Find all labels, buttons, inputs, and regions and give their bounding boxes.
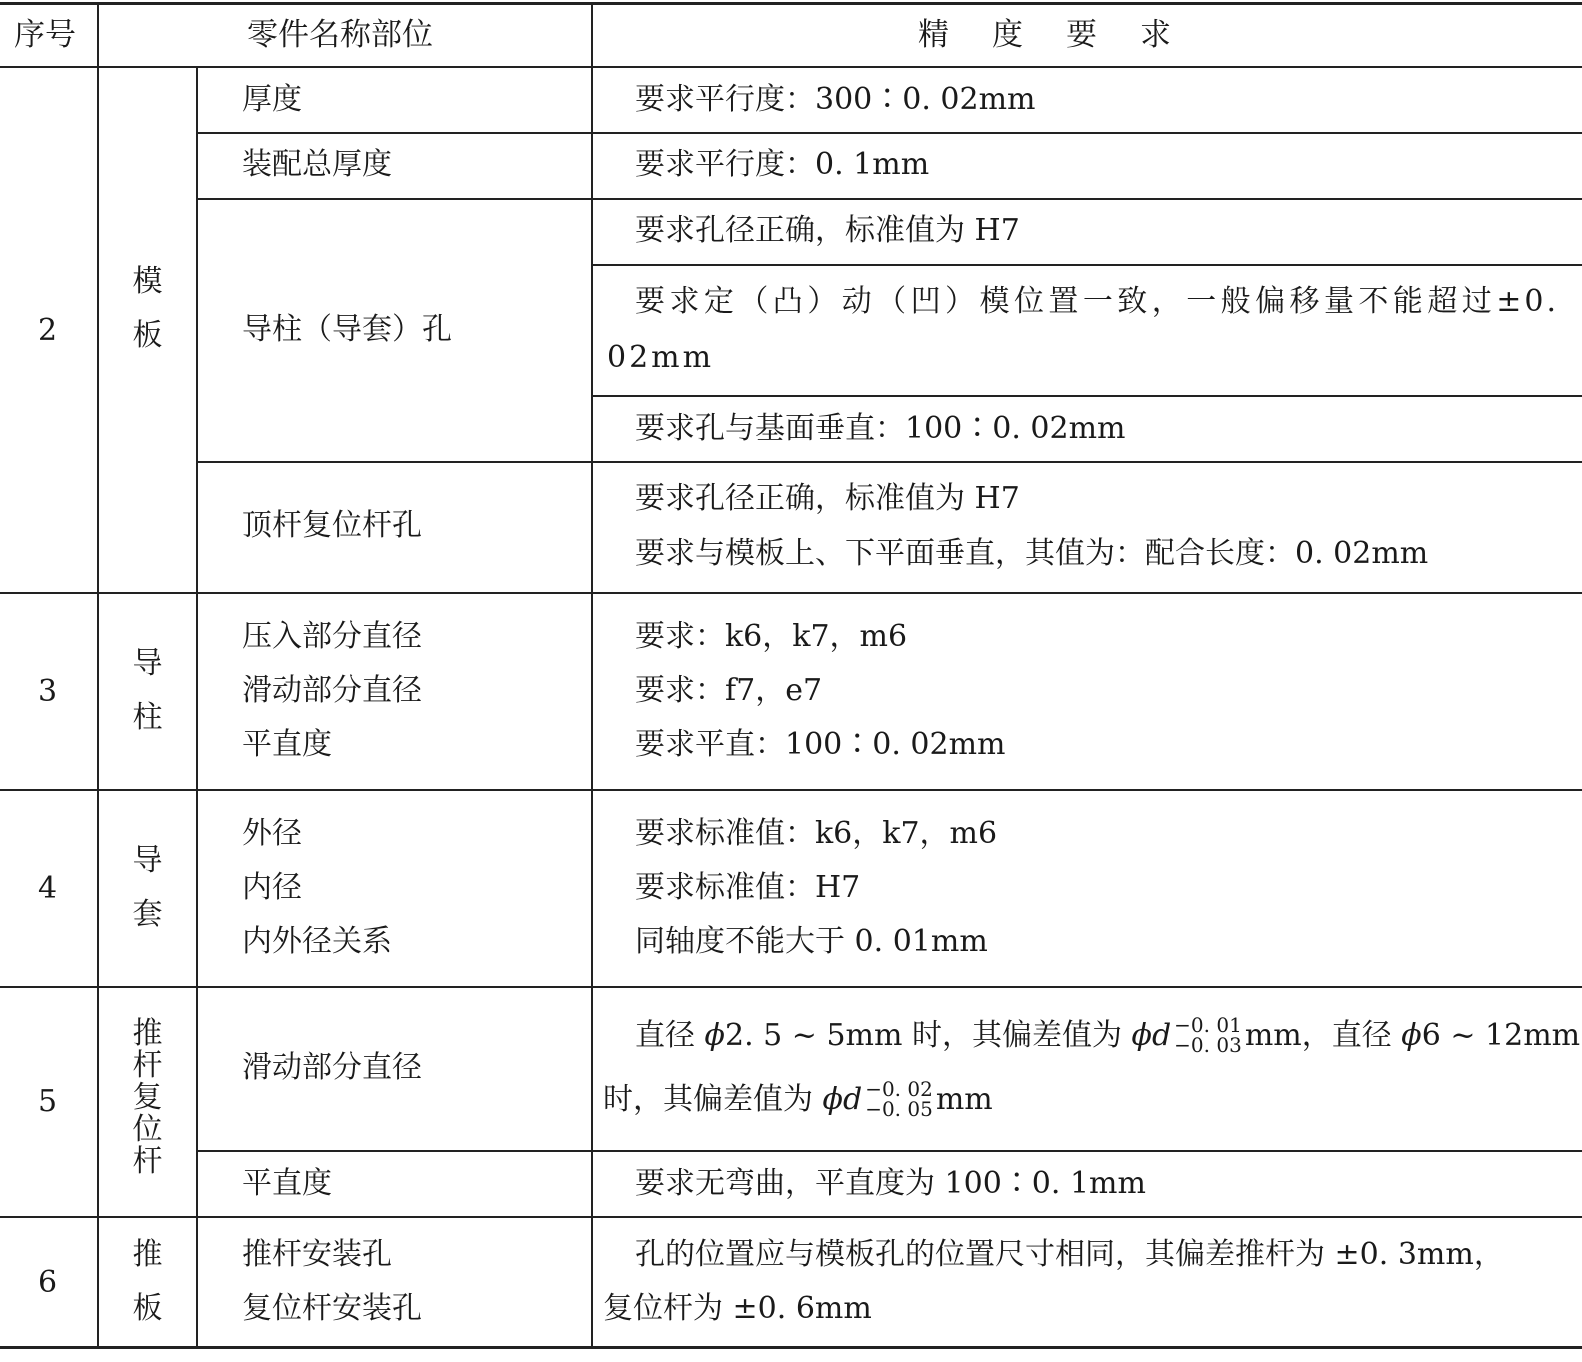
category-char: 杆: [132, 1048, 163, 1083]
requirement-text: 复位杆为 ±0. 6mm: [603, 1291, 872, 1326]
part-name: 复位杆安装孔: [242, 1291, 422, 1326]
group-divider: [0, 789, 1582, 791]
part-name: 外径: [242, 816, 302, 851]
row-divider: [198, 198, 1582, 200]
row-divider: [198, 132, 1582, 134]
requirement-text: 要求标准值：H7: [635, 870, 861, 905]
category-char: 位: [132, 1112, 163, 1147]
text-segment: 6 ~ 12mm: [1421, 1018, 1581, 1053]
requirement-text: 要求标准值：k6，k7，m6: [635, 816, 998, 851]
requirement-text: 要求平直：100∶0. 02mm: [635, 727, 1006, 762]
category-char: 导: [132, 646, 163, 681]
upper-deviation: −0. 01: [1174, 1013, 1242, 1037]
requirement-text: 要求：k6，k7，m6: [635, 619, 908, 654]
part-name: 压入部分直径: [242, 619, 422, 654]
diameter-symbol: ϕ: [704, 1018, 725, 1053]
requirement-text: 要求孔径正确，标准值为 H7: [635, 213, 1020, 248]
text-segment: mm: [935, 1082, 993, 1117]
requirement-text: 要求无弯曲，平直度为 100∶0. 1mm: [635, 1166, 1146, 1201]
part-name: 滑动部分直径: [242, 673, 422, 708]
category-char: 模: [132, 264, 163, 299]
requirement-text: 同轴度不能大于 0. 01mm: [635, 924, 988, 959]
row-divider: [198, 461, 1582, 463]
tolerance-limits: [865, 1079, 933, 1119]
category-label: [99, 834, 196, 942]
category-label: [99, 1018, 196, 1178]
text-segment: 2. 5 ~ 5mm 时，其偏差值为: [725, 1018, 1132, 1053]
header-serial-no: 序号: [14, 17, 76, 53]
serial-no: 2: [38, 313, 58, 348]
serial-no: 4: [38, 871, 58, 906]
text-segment: 时，其偏差值为: [603, 1082, 823, 1117]
tolerance-limits: [1174, 1015, 1242, 1055]
serial-no: 3: [38, 674, 58, 709]
part-name: 厚度: [242, 82, 302, 117]
header-bottom-rule: [0, 66, 1582, 68]
serial-no: 5: [38, 1084, 58, 1119]
category-char: 板: [132, 318, 163, 353]
column-divider: [591, 2, 593, 1349]
part-name: 平直度: [242, 727, 332, 762]
part-name: 滑动部分直径: [242, 1050, 422, 1085]
category-char: 板: [132, 1291, 163, 1326]
table-top-rule: [0, 2, 1582, 5]
text-segment: 直径: [635, 1018, 705, 1053]
header-precision-requirement: 精 度 要 求: [918, 17, 1177, 53]
category-char: 杆: [132, 1144, 163, 1179]
phi-d-symbol: ϕd: [1131, 1018, 1172, 1053]
group-divider: [0, 1216, 1582, 1218]
part-name: 装配总厚度: [242, 147, 392, 182]
category-char: 柱: [132, 700, 163, 735]
row-divider: [593, 395, 1582, 397]
diameter-symbol: ϕ: [1401, 1018, 1422, 1053]
category-label: [99, 1228, 196, 1336]
tolerance-requirement-line-2: [603, 1077, 993, 1121]
upper-deviation: −0. 02: [865, 1077, 933, 1101]
row-divider: [593, 264, 1582, 266]
serial-no: 6: [38, 1265, 58, 1300]
requirement-text: 要求平行度：300∶0. 02mm: [635, 82, 1036, 117]
phi-d-symbol: ϕd: [822, 1082, 863, 1117]
category-char: 推: [132, 1237, 163, 1272]
category-char: 导: [132, 843, 163, 878]
category-label: [99, 637, 196, 745]
tolerance-requirement-line-1: [635, 1013, 1581, 1057]
category-char: 复: [132, 1080, 163, 1115]
category-char: 推: [132, 1016, 163, 1051]
requirement-text: 孔的位置应与模板孔的位置尺寸相同，其偏差推杆为 ±0. 3mm，: [635, 1237, 1504, 1272]
requirement-text: 要求平行度：0. 1mm: [635, 147, 930, 182]
lower-deviation: −0. 05: [865, 1097, 933, 1121]
requirement-text: 要求孔与基面垂直：100∶0. 02mm: [635, 411, 1126, 446]
header-part-name: 零件名称部位: [247, 17, 433, 53]
part-name: 推杆安装孔: [242, 1237, 392, 1272]
part-name: 平直度: [242, 1166, 332, 1201]
category-char: 套: [132, 897, 163, 932]
requirement-text: 要求与模板上、下平面垂直，其值为：配合长度：0. 02mm: [635, 536, 1429, 571]
part-name: 顶杆复位杆孔: [242, 508, 422, 543]
column-divider: [196, 66, 198, 1349]
requirement-text: 要求孔径正确，标准值为 H7: [635, 481, 1020, 516]
part-name: 内外径关系: [242, 924, 392, 959]
lower-deviation: −0. 03: [1174, 1033, 1242, 1057]
text-segment: mm，直径: [1244, 1018, 1402, 1053]
row-divider: [198, 1150, 1582, 1152]
table-bottom-rule: [0, 1346, 1582, 1349]
part-name: 内径: [242, 870, 302, 905]
part-name: 导柱（导套）孔: [242, 312, 452, 347]
requirement-text: 要求定（凸）动（凹）模位置一致，一般偏移量不能超过±0. 02mm: [607, 284, 1559, 375]
category-label: [99, 255, 196, 363]
group-divider: [0, 986, 1582, 988]
requirement-text: 要求：f7，e7: [635, 673, 823, 708]
group-divider: [0, 592, 1582, 594]
